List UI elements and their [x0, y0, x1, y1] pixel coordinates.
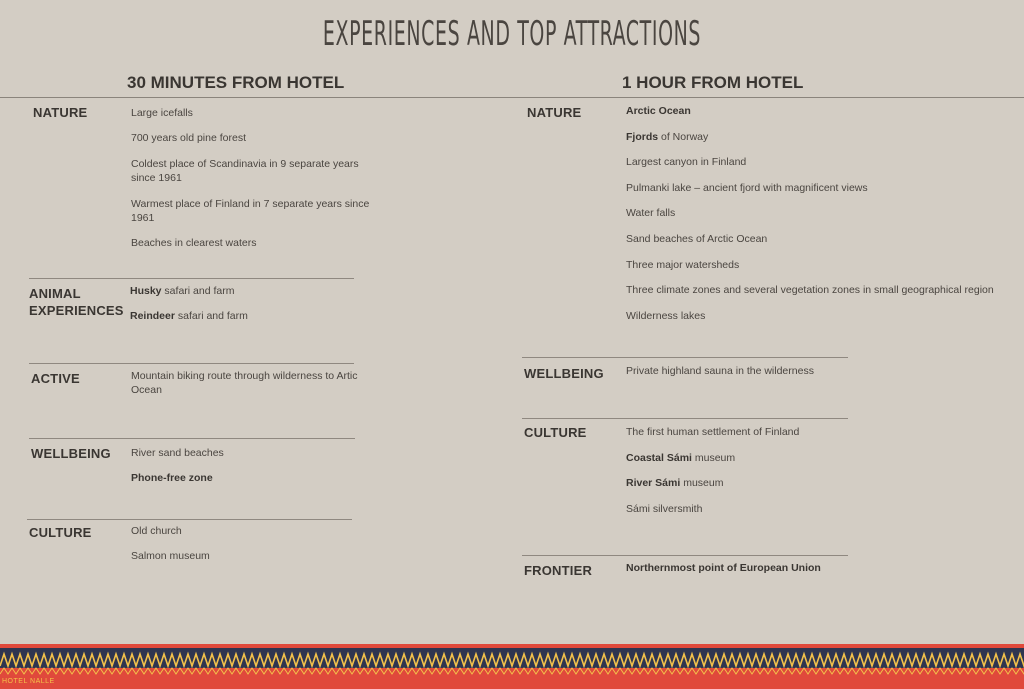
- list-item: Wilderness lakes: [626, 310, 706, 322]
- section-divider: [29, 363, 354, 364]
- list-item: Largest canyon in Finland: [626, 156, 747, 168]
- right-column-heading: 1 HOUR FROM HOTEL: [622, 73, 804, 92]
- list-item: Pulmanki lake – ancient fjord with magnificent views: [626, 182, 868, 194]
- list-item: Three major watersheds: [626, 259, 740, 271]
- section-divider: [29, 278, 354, 279]
- list-item: Coldest place of Scandinavia in 9 separate years since 1961: [131, 158, 359, 184]
- category-nature: NATURE: [527, 105, 582, 120]
- category-animal-experiences: ANIMAL EXPERIENCES: [29, 286, 124, 318]
- list-item: Old church: [131, 525, 182, 537]
- list-item: Mountain biking route through wilderness to Artic Ocean: [131, 370, 358, 396]
- category-wellbeing: WELLBEING: [524, 366, 604, 381]
- list-item: Large icefalls: [131, 107, 193, 119]
- section-divider: [522, 357, 848, 358]
- list-item: Three climate zones and several vegetation zones in small geographical region: [626, 284, 994, 296]
- list-item: Arctic Ocean: [626, 105, 691, 117]
- list-item: Phone-free zone: [131, 472, 213, 484]
- heading-divider: [0, 97, 1024, 98]
- list-item: Private highland sauna in the wilderness: [626, 365, 814, 377]
- list-item: Salmon museum: [131, 550, 210, 562]
- list-item: Warmest place of Finland in 7 separate years since 1961: [131, 198, 370, 224]
- section-divider: [29, 438, 355, 439]
- category-active: ACTIVE: [31, 371, 80, 386]
- category-culture: CULTURE: [524, 425, 587, 440]
- list-item: The first human settlement of Finland: [626, 426, 800, 438]
- list-item: Sand beaches of Arctic Ocean: [626, 233, 768, 245]
- list-item: Northernmost point of European Union: [626, 562, 821, 574]
- list-item: Water falls: [626, 207, 676, 219]
- section-divider: [522, 555, 848, 556]
- list-item: River sand beaches: [131, 447, 224, 459]
- page-title: EXPERIENCES AND TOP ATTRACTIONS: [322, 14, 702, 54]
- section-divider: [27, 519, 352, 520]
- list-item: Husky safari and farm: [130, 285, 235, 297]
- footer-logo-mark: HOTEL NALLE: [2, 678, 55, 685]
- category-culture: CULTURE: [29, 525, 92, 540]
- section-divider: [522, 418, 848, 419]
- list-item: Reindeer safari and farm: [130, 310, 248, 322]
- left-column-heading: 30 MINUTES FROM HOTEL: [127, 73, 345, 92]
- list-item: Coastal Sámi museum: [626, 452, 736, 464]
- list-item: Fjords of Norway: [626, 131, 709, 143]
- decorative-pattern-band: [0, 644, 1024, 689]
- category-wellbeing: WELLBEING: [31, 446, 111, 461]
- list-item: 700 years old pine forest: [131, 132, 246, 144]
- category-nature: NATURE: [33, 105, 88, 120]
- list-item: Beaches in clearest waters: [131, 237, 257, 249]
- list-item: River Sámi museum: [626, 477, 724, 489]
- list-item: Sámi silversmith: [626, 503, 703, 515]
- category-frontier: FRONTIER: [524, 563, 593, 578]
